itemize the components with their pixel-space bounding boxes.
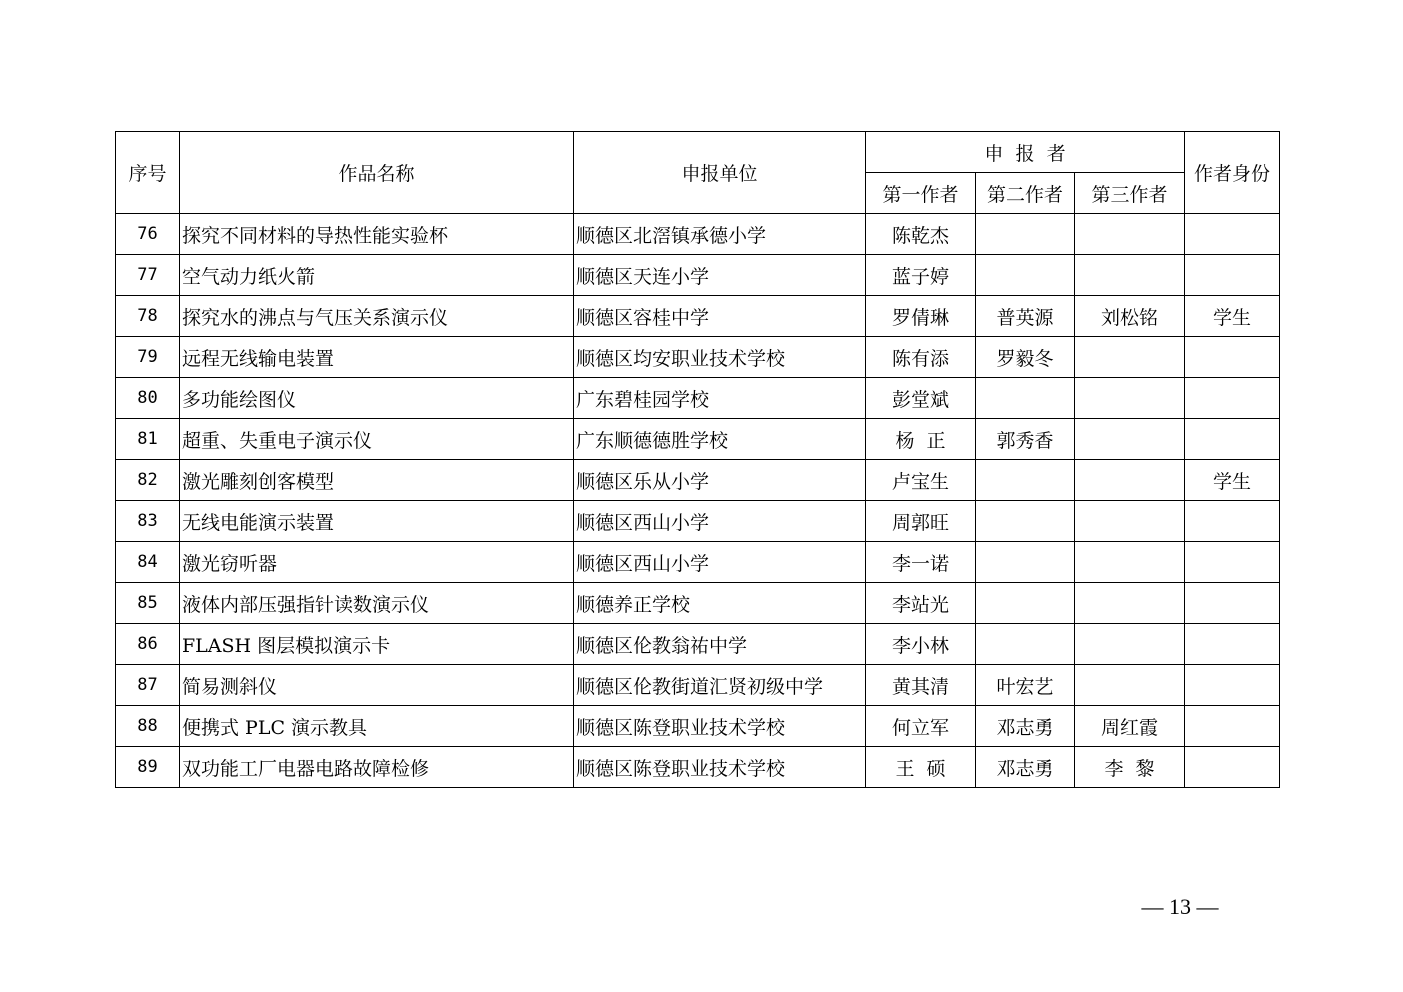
cell-identity xyxy=(1185,706,1280,747)
page-number: — 13 — xyxy=(1141,894,1219,919)
cell-second-author xyxy=(976,542,1075,583)
cell-work-name: 简易测斜仪 xyxy=(180,665,574,706)
cell-work-name: 远程无线输电装置 xyxy=(180,337,574,378)
table-header xyxy=(116,132,1280,214)
cell-third-author: 李 黎 xyxy=(1075,747,1185,788)
cell-first-author: 周郭旺 xyxy=(866,501,976,542)
cell-unit: 顺德区均安职业技术学校 xyxy=(574,337,866,378)
cell-index: 77 xyxy=(116,255,180,296)
header-applicants: 申 报 者 xyxy=(866,132,1185,173)
cell-third-author xyxy=(1075,542,1185,583)
cell-second-author xyxy=(976,255,1075,296)
cell-identity xyxy=(1185,747,1280,788)
cell-work-name: 空气动力纸火箭 xyxy=(180,255,574,296)
cell-identity xyxy=(1185,501,1280,542)
cell-work-name: 便携式 PLC 演示教具 xyxy=(180,706,574,747)
cell-work-name: 探究水的沸点与气压关系演示仪 xyxy=(180,296,574,337)
cell-second-author xyxy=(976,460,1075,501)
cell-identity xyxy=(1185,378,1280,419)
cell-third-author xyxy=(1075,665,1185,706)
header-work-name: 作品名称 xyxy=(180,132,574,214)
cell-first-author: 李小林 xyxy=(866,624,976,665)
cell-second-author: 邓志勇 xyxy=(976,747,1075,788)
cell-third-author xyxy=(1075,583,1185,624)
cell-work-name: 双功能工厂电器电路故障检修 xyxy=(180,747,574,788)
cell-second-author: 郭秀香 xyxy=(976,419,1075,460)
header-unit: 申报单位 xyxy=(574,132,866,214)
cell-first-author: 蓝子婷 xyxy=(866,255,976,296)
cell-identity: 学生 xyxy=(1185,296,1280,337)
cell-identity xyxy=(1185,337,1280,378)
cell-work-name: 无线电能演示装置 xyxy=(180,501,574,542)
cell-third-author xyxy=(1075,378,1185,419)
cell-third-author xyxy=(1075,501,1185,542)
cell-identity xyxy=(1185,624,1280,665)
cell-unit: 顺德区西山小学 xyxy=(574,542,866,583)
cell-work-name: 超重、失重电子演示仪 xyxy=(180,419,574,460)
table-row xyxy=(116,460,1280,501)
cell-second-author: 罗毅冬 xyxy=(976,337,1075,378)
cell-identity xyxy=(1185,542,1280,583)
cell-unit: 顺德区容桂中学 xyxy=(574,296,866,337)
cell-first-author: 陈乾杰 xyxy=(866,214,976,255)
header-third-author: 第三作者 xyxy=(1075,173,1185,214)
cell-index: 79 xyxy=(116,337,180,378)
cell-identity xyxy=(1185,583,1280,624)
table-row xyxy=(116,665,1280,706)
cell-work-name: 多功能绘图仪 xyxy=(180,378,574,419)
table-row xyxy=(116,747,1280,788)
cell-unit: 顺德区天连小学 xyxy=(574,255,866,296)
cell-second-author: 邓志勇 xyxy=(976,706,1075,747)
cell-identity xyxy=(1185,419,1280,460)
table-row xyxy=(116,624,1280,665)
header-identity: 作者身份 xyxy=(1185,132,1280,214)
cell-unit: 顺德区北滘镇承德小学 xyxy=(574,214,866,255)
cell-work-name: 激光雕刻创客模型 xyxy=(180,460,574,501)
cell-work-name: 激光窃听器 xyxy=(180,542,574,583)
cell-third-author xyxy=(1075,255,1185,296)
cell-second-author xyxy=(976,214,1075,255)
cell-second-author xyxy=(976,501,1075,542)
cell-first-author: 罗倩琳 xyxy=(866,296,976,337)
cell-index: 83 xyxy=(116,501,180,542)
cell-first-author: 王 硕 xyxy=(866,747,976,788)
table-row xyxy=(116,501,1280,542)
cell-second-author: 叶宏艺 xyxy=(976,665,1075,706)
table-body xyxy=(116,214,1280,788)
table-row xyxy=(116,214,1280,255)
cell-index: 84 xyxy=(116,542,180,583)
table-row xyxy=(116,255,1280,296)
award-list-table xyxy=(115,131,1280,788)
cell-third-author: 周红霞 xyxy=(1075,706,1185,747)
header-second-author: 第二作者 xyxy=(976,173,1075,214)
cell-index: 88 xyxy=(116,706,180,747)
cell-third-author xyxy=(1075,624,1185,665)
cell-index: 78 xyxy=(116,296,180,337)
cell-index: 81 xyxy=(116,419,180,460)
table-row xyxy=(116,337,1280,378)
cell-third-author: 刘松铭 xyxy=(1075,296,1185,337)
cell-first-author: 李站光 xyxy=(866,583,976,624)
table-row xyxy=(116,378,1280,419)
cell-index: 82 xyxy=(116,460,180,501)
cell-index: 86 xyxy=(116,624,180,665)
table-row xyxy=(116,583,1280,624)
table-row xyxy=(116,706,1280,747)
cell-first-author: 黄其清 xyxy=(866,665,976,706)
cell-identity xyxy=(1185,665,1280,706)
header-first-author: 第一作者 xyxy=(866,173,976,214)
table-row xyxy=(116,542,1280,583)
cell-third-author xyxy=(1075,337,1185,378)
cell-index: 89 xyxy=(116,747,180,788)
cell-unit: 顺德区伦教翁祐中学 xyxy=(574,624,866,665)
table-row xyxy=(116,296,1280,337)
cell-unit: 顺德区伦教街道汇贤初级中学 xyxy=(574,665,866,706)
cell-first-author: 杨 正 xyxy=(866,419,976,460)
cell-work-name: 液体内部压强指针读数演示仪 xyxy=(180,583,574,624)
cell-second-author xyxy=(976,624,1075,665)
cell-third-author xyxy=(1075,419,1185,460)
cell-work-name: FLASH 图层模拟演示卡 xyxy=(180,624,574,665)
cell-work-name: 探究不同材料的导热性能实验杯 xyxy=(180,214,574,255)
cell-index: 76 xyxy=(116,214,180,255)
cell-unit: 顺德区陈登职业技术学校 xyxy=(574,706,866,747)
cell-first-author: 何立军 xyxy=(866,706,976,747)
cell-third-author xyxy=(1075,460,1185,501)
cell-unit: 顺德区陈登职业技术学校 xyxy=(574,747,866,788)
table-row xyxy=(116,419,1280,460)
cell-identity xyxy=(1185,255,1280,296)
cell-unit: 顺德区西山小学 xyxy=(574,501,866,542)
cell-unit: 顺德养正学校 xyxy=(574,583,866,624)
cell-first-author: 彭堂斌 xyxy=(866,378,976,419)
cell-third-author xyxy=(1075,214,1185,255)
cell-second-author xyxy=(976,378,1075,419)
cell-second-author: 普英源 xyxy=(976,296,1075,337)
cell-first-author: 卢宝生 xyxy=(866,460,976,501)
cell-first-author: 李一诺 xyxy=(866,542,976,583)
cell-unit: 广东顺德德胜学校 xyxy=(574,419,866,460)
cell-identity xyxy=(1185,214,1280,255)
cell-identity: 学生 xyxy=(1185,460,1280,501)
cell-unit: 广东碧桂园学校 xyxy=(574,378,866,419)
header-index: 序号 xyxy=(116,132,180,214)
cell-index: 80 xyxy=(116,378,180,419)
cell-second-author xyxy=(976,583,1075,624)
cell-unit: 顺德区乐从小学 xyxy=(574,460,866,501)
cell-first-author: 陈有添 xyxy=(866,337,976,378)
cell-index: 87 xyxy=(116,665,180,706)
cell-index: 85 xyxy=(116,583,180,624)
